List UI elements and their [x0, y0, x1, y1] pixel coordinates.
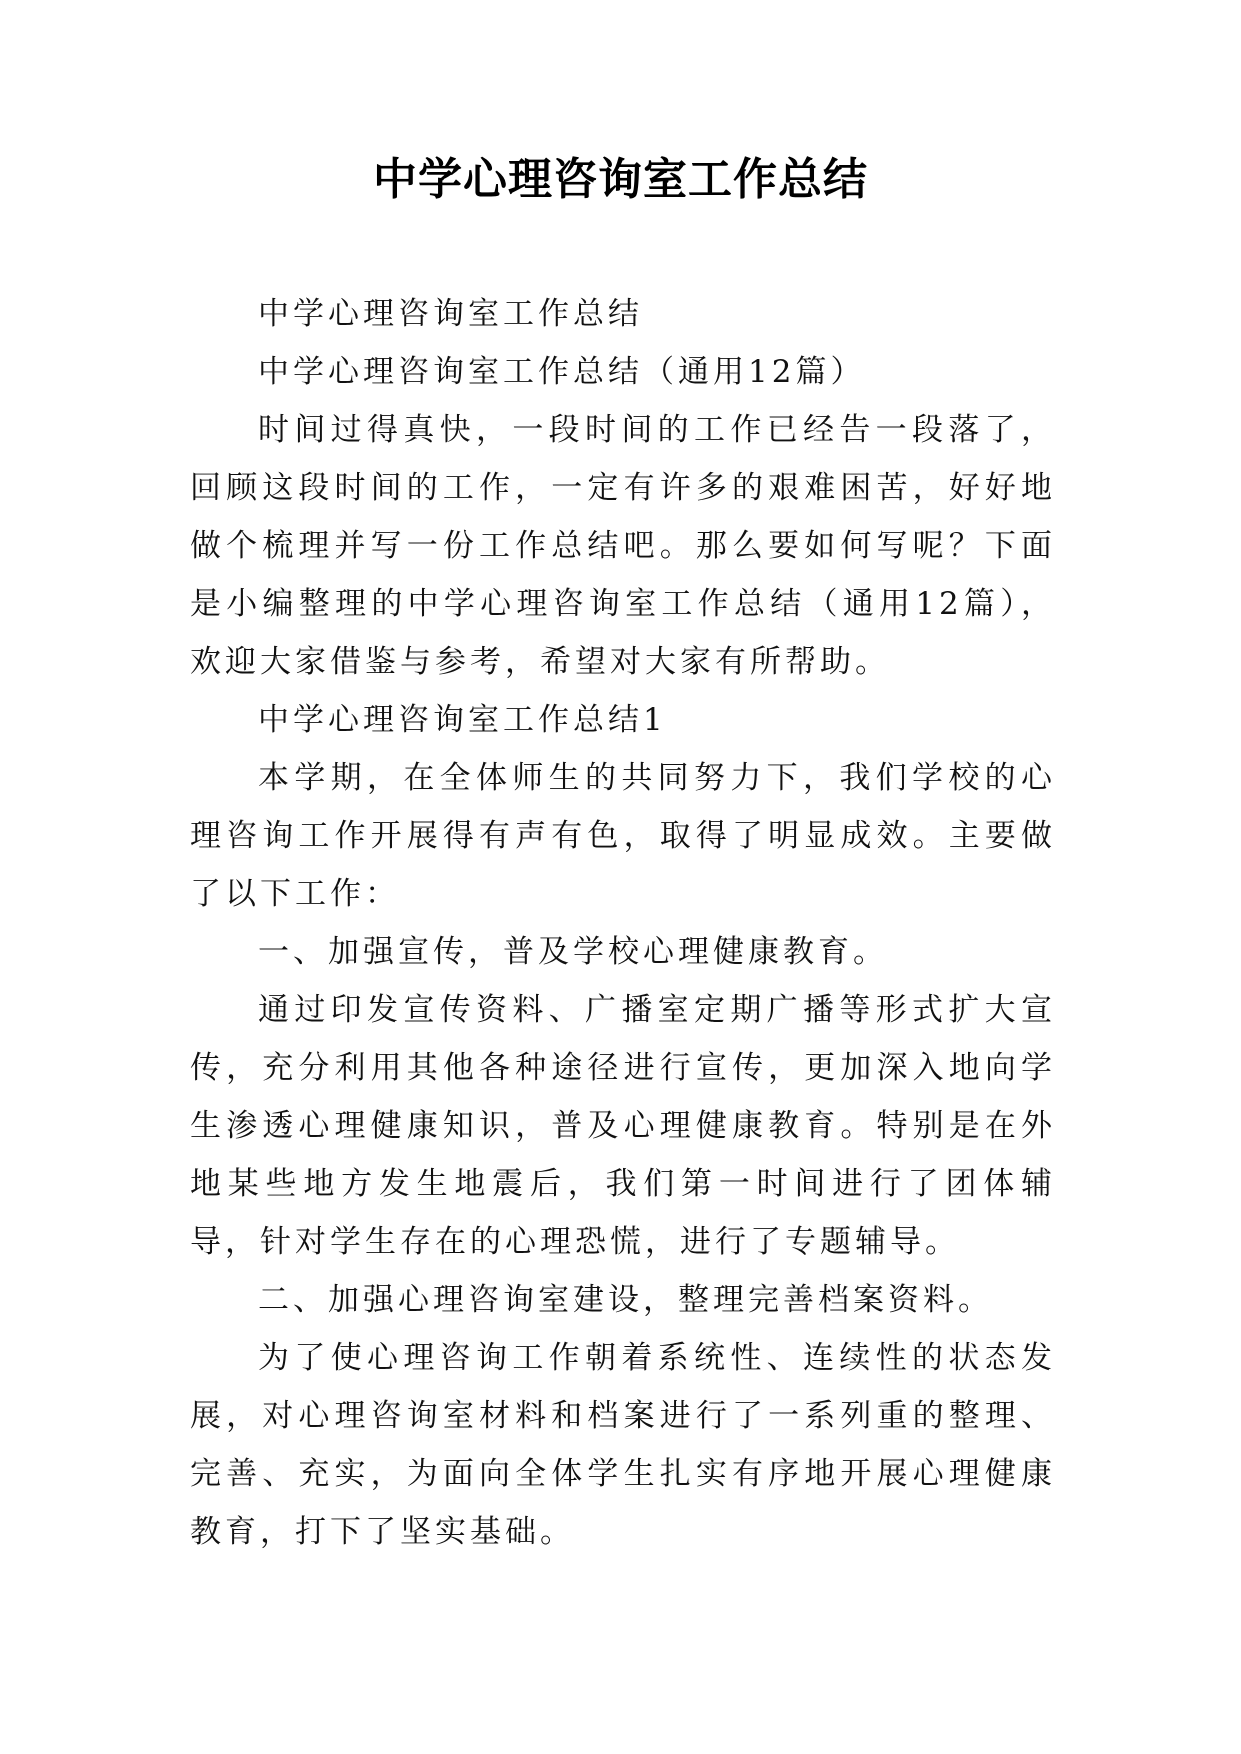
paragraph-semester-summary: 本学期，在全体师生的共同努力下，我们学校的心理咨询工作开展得有声有色，取得了明显成效。主要做了以下工作： — [190, 760, 1056, 912]
point-heading-1: 一、加强宣传，普及学校心理健康教育。 — [258, 934, 888, 970]
paragraph-archives: 为了使心理咨询工作朝着系统性、连续性的状态发展，对心理咨询室材料和档案进行了一系列重的整理、完善、充实，为面向全体学生扎实有序地开展心理健康教育，打下了坚实基础。 — [190, 1340, 1056, 1550]
paragraph-publicity: 通过印发宣传资料、广播室定期广播等形式扩大宣传，充分利用其他各种途径进行宣传，更加深入地向学生渗透心理健康知识，普及心理健康教育。特别是在外地某些地方发生地震后，我们第一时间进行了团体辅导，针对学生存在的心理恐慌，进行了专题辅导。 — [190, 992, 1056, 1260]
section-heading-1: 中学心理咨询室工作总结1 — [258, 702, 667, 738]
paragraph-subtitle: 中学心理咨询室工作总结 — [258, 296, 643, 332]
paragraph-intro: 时间过得真快，一段时间的工作已经告一段落了，回顾这段时间的工作，一定有许多的艰难困苦，好好地做个梳理并写一份工作总结吧。那么要如何写呢？下面是小编整理的中学心理咨询室工作总结（通用12篇），欢迎大家借鉴与参考，希望对大家有所帮助。 — [190, 412, 1056, 680]
point-heading-2: 二、加强心理咨询室建设，整理完善档案资料。 — [258, 1282, 993, 1318]
document-body — [190, 285, 1056, 1561]
paragraph-collection-title: 中学心理咨询室工作总结（通用12篇） — [258, 354, 866, 390]
document-title: 中学心理咨询室工作总结 — [373, 154, 868, 205]
